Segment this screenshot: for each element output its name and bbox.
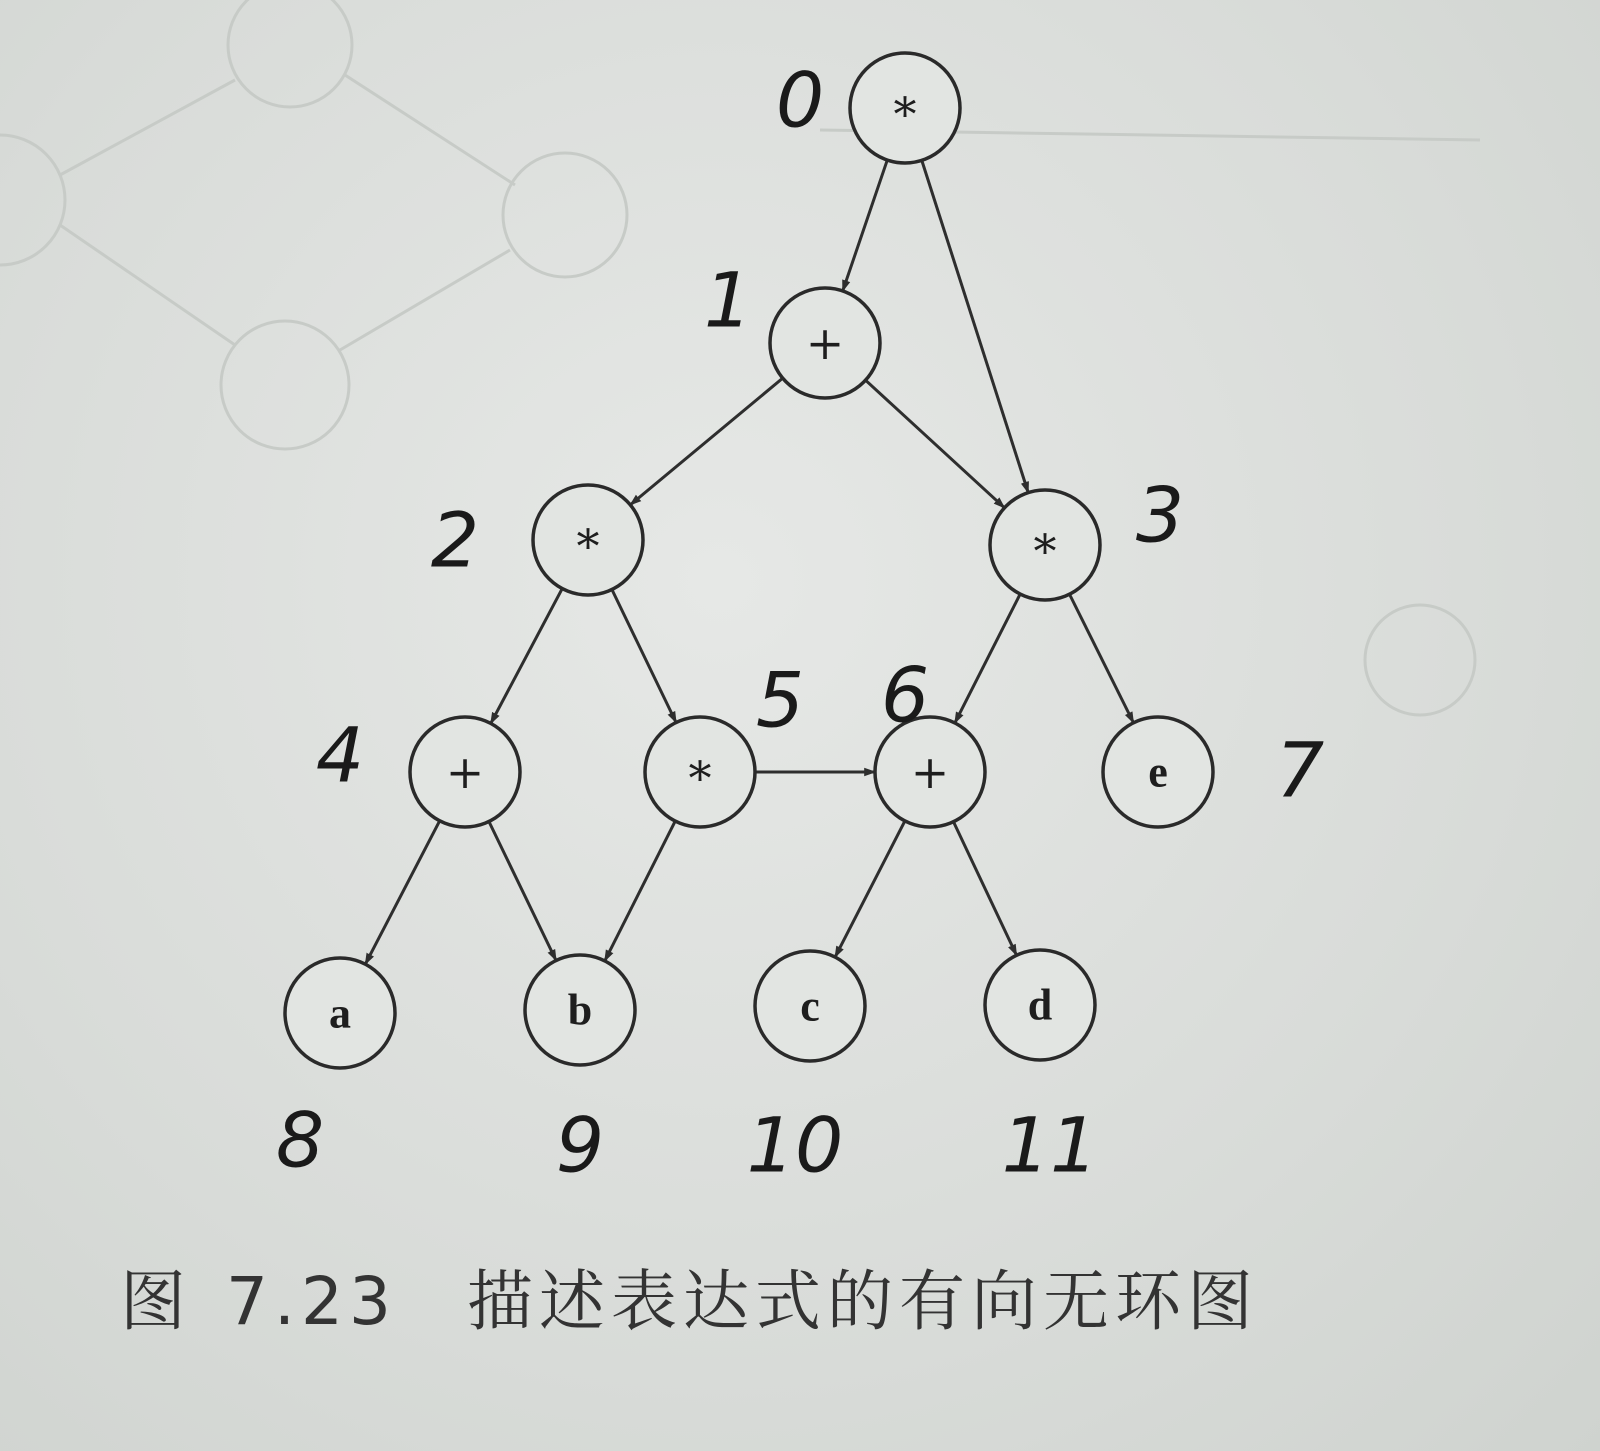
caption-number: 7.23 <box>226 1263 397 1340</box>
edge-5-to-9 <box>605 821 675 961</box>
handwritten-node-number: 9 <box>555 1100 605 1190</box>
node-6 <box>875 651 985 828</box>
handwritten-node-number: 11 <box>1001 1100 1099 1190</box>
handwritten-node-number: 4 <box>315 710 365 800</box>
node-11 <box>985 950 1098 1190</box>
ghost-show-through <box>0 0 1480 715</box>
edge-0-to-1 <box>843 160 888 291</box>
edge-2-to-5 <box>612 590 676 723</box>
handwritten-node-number: 8 <box>275 1095 325 1185</box>
handwritten-node-number: 7 <box>1275 725 1325 815</box>
node-9 <box>525 955 635 1190</box>
node-4 <box>316 711 520 828</box>
caption-prefix: 图 <box>120 1263 192 1340</box>
handwritten-node-number: 1 <box>703 255 753 345</box>
handwritten-node-number: 0 <box>775 55 825 145</box>
edge-3-to-6 <box>955 594 1020 723</box>
edge-4-to-8 <box>365 821 439 964</box>
node-symbol: e <box>1148 747 1168 797</box>
edge-4-to-9 <box>489 822 556 961</box>
node-5 <box>645 656 804 828</box>
handwritten-node-number: 5 <box>755 655 805 745</box>
edge-3-to-7 <box>1070 594 1134 723</box>
edge-6-to-10 <box>835 821 905 957</box>
node-layer <box>276 53 1324 1190</box>
caption-text: 描述表达式的有向无环图 <box>466 1263 1259 1340</box>
node-symbol: + <box>445 745 485 799</box>
node-2 <box>431 485 643 595</box>
handwritten-node-number: 2 <box>430 495 480 585</box>
node-symbol: b <box>567 985 593 1035</box>
node-symbol: c <box>800 981 820 1031</box>
node-symbol: * <box>1033 524 1057 578</box>
node-0 <box>776 53 960 163</box>
node-10 <box>747 951 865 1190</box>
node-8 <box>276 958 395 1185</box>
node-symbol: d <box>1027 980 1053 1030</box>
edge-0-to-3 <box>922 160 1028 492</box>
node-symbol: * <box>688 751 712 805</box>
node-7 <box>1103 717 1324 827</box>
handwritten-node-number: 10 <box>746 1100 844 1190</box>
node-symbol: + <box>805 316 845 370</box>
handwritten-node-number: 6 <box>880 650 930 740</box>
node-symbol: a <box>329 988 351 1038</box>
edge-6-to-11 <box>953 822 1016 956</box>
node-1 <box>704 256 880 399</box>
node-3 <box>990 471 1184 601</box>
figure-caption <box>120 1248 1259 1343</box>
edge-1-to-2 <box>630 378 782 505</box>
node-symbol: * <box>576 519 600 573</box>
node-symbol: + <box>910 745 950 799</box>
edge-1-to-3 <box>866 380 1005 508</box>
node-symbol: * <box>893 87 917 141</box>
handwritten-node-number: 3 <box>1135 470 1185 560</box>
edge-2-to-4 <box>491 589 562 724</box>
